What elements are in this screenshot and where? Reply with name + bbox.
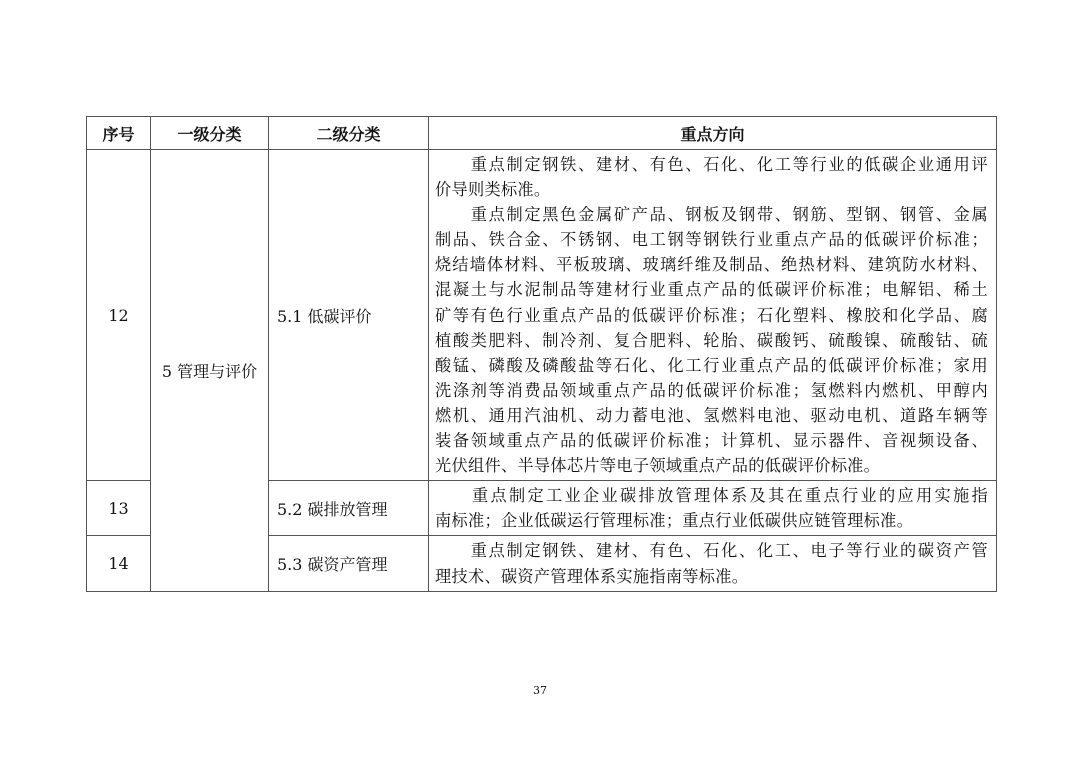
focus-line: 植酸类肥料、制冷剂、复合肥料、轮胎、碳酸钙、硫酸镍、硫酸钴、硫: [435, 330, 988, 350]
focus-line: 重点制定黑色金属矿产品、钢板及钢带、钢筋、型钢、钢管、金属: [435, 205, 988, 225]
focus-direction: [429, 481, 997, 536]
table-header-row: [87, 117, 997, 150]
focus-line: 价导则类标准。: [435, 180, 551, 200]
header-focus: 重点方向: [429, 117, 997, 150]
focus-line: 重点制定钢铁、建材、有色、石化、化工等行业的低碳企业通用评: [435, 155, 988, 174]
level2-category: 5.3 碳资产管理: [269, 536, 429, 591]
focus-direction: [429, 536, 997, 591]
focus-line: 理技术、碳资产管理体系实施指南等标准。: [435, 566, 749, 586]
focus-line: 矿等有色行业重点产品的低碳评价标准；石化塑料、橡胶和化学品、腐: [435, 305, 988, 325]
focus-line: 重点制定工业企业碳排放管理体系及其在重点行业的应用实施指: [435, 486, 988, 506]
focus-line: 洗涤剂等消费品领域重点产品的低碳评价标准；氢燃料内燃机、甲醇内: [435, 380, 988, 400]
focus-line: 烧结墙体材料、平板玻璃、玻璃纤维及制品、绝热材料、建筑防水材料、: [435, 255, 988, 275]
focus-direction: [429, 150, 997, 481]
focus-line: 制品、铁合金、不锈钢、电工钢等钢铁行业重点产品的低碳评价标准；: [435, 230, 988, 250]
header-no: 序号: [87, 117, 151, 150]
header-level1: 一级分类: [151, 117, 269, 150]
header-level2: 二级分类: [269, 117, 429, 150]
focus-line: 重点制定钢铁、建材、有色、石化、化工、电子等行业的碳资产管: [435, 541, 988, 561]
focus-line: 混凝土与水泥制品等建材行业重点产品的低碳评价标准；电解铝、稀土: [435, 280, 988, 300]
focus-line: 燃机、通用汽油机、动力蓄电池、氢燃料电池、驱动电机、道路车辆等: [435, 405, 988, 425]
standards-table: [86, 116, 997, 592]
row-number: 13: [87, 481, 151, 536]
table-row: [87, 150, 997, 481]
focus-line: 光伏组件、半导体芯片等电子领域重点产品的低碳评价标准。: [435, 456, 881, 476]
focus-line: 装备领域重点产品的低碳评价标准；计算机、显示器件、音视频设备、: [435, 431, 988, 451]
level1-category: 5 管理与评价: [151, 150, 269, 592]
level2-category: 5.1 低碳评价: [269, 150, 429, 481]
row-number: 12: [87, 150, 151, 481]
row-number: 14: [87, 536, 151, 591]
focus-line: 南标准；企业低碳运行管理标准；重点行业低碳供应链管理标准。: [435, 511, 914, 531]
page-number: 37: [533, 684, 547, 697]
level2-category: 5.2 碳排放管理: [269, 481, 429, 536]
focus-line: 酸锰、磷酸及磷酸盐等石化、化工行业重点产品的低碳评价标准；家用: [435, 355, 988, 375]
